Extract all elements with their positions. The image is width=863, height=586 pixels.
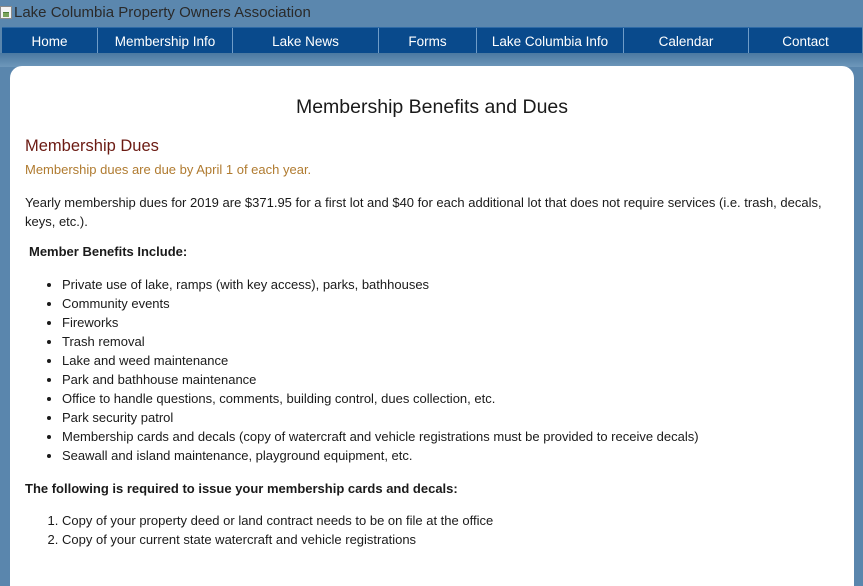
benefits-heading: Member Benefits Include: xyxy=(29,244,188,259)
content-panel xyxy=(10,66,854,586)
nav-item-membership-info[interactable]: Membership Info xyxy=(98,28,233,54)
list-item: • Community events xyxy=(62,294,699,313)
nav-item-contact[interactable]: Contact xyxy=(782,33,829,49)
nav-item-home[interactable]: Home xyxy=(2,28,98,54)
benefits-list xyxy=(25,275,699,465)
list-item: • Membership cards and decals (copy of watercraft and vehicle registrations must be provided to receive decals) xyxy=(62,427,699,446)
list-item: 2. Copy of your current state watercraft and vehicle registrations xyxy=(62,530,493,549)
site-logo[interactable] xyxy=(0,2,311,22)
nav-item-lake-columbia-info[interactable]: Lake Columbia Info xyxy=(477,28,624,54)
list-item: • Fireworks xyxy=(62,313,699,332)
site-logo-alt-text: Lake Columbia Property Owners Association xyxy=(14,3,311,21)
list-item: • Office to handle questions, comments, building control, dues collection, etc. xyxy=(62,389,699,408)
membership-dues-heading: Membership Dues xyxy=(25,137,159,155)
dues-deadline-notice: Membership dues are due by April 1 of each year. xyxy=(25,162,312,177)
list-item: • Park and bathhouse maintenance xyxy=(62,370,699,389)
dues-description: Yearly membership dues for 2019 are $371.95 for a first lot and $40 for each additional lot that does not require services (i.e. trash, decals, keys, etc.). xyxy=(25,195,822,229)
list-item: • Trash removal xyxy=(62,332,699,351)
list-item: • Lake and weed maintenance xyxy=(62,351,699,370)
main-nav xyxy=(2,27,862,54)
nav-item-lake-news[interactable]: Lake News xyxy=(233,28,379,54)
nav-item-calendar[interactable]: Calendar xyxy=(624,28,749,54)
list-item: • Park security patrol xyxy=(62,408,699,427)
list-item: • Private use of lake, ramps (with key access), parks, bathhouses xyxy=(62,275,699,294)
requirements-heading: The following is required to issue your membership cards and decals: xyxy=(25,481,458,496)
list-item: 1. Copy of your property deed or land contract needs to be on file at the office xyxy=(62,511,493,530)
page-title: Membership Benefits and Dues xyxy=(295,96,569,118)
broken-image-icon xyxy=(0,6,12,19)
nav-item-forms[interactable]: Forms xyxy=(379,28,477,54)
header-band xyxy=(0,53,863,67)
site-header xyxy=(0,0,863,27)
requirements-list xyxy=(25,511,493,549)
list-item: • Seawall and island maintenance, playground equipment, etc. xyxy=(62,446,699,465)
